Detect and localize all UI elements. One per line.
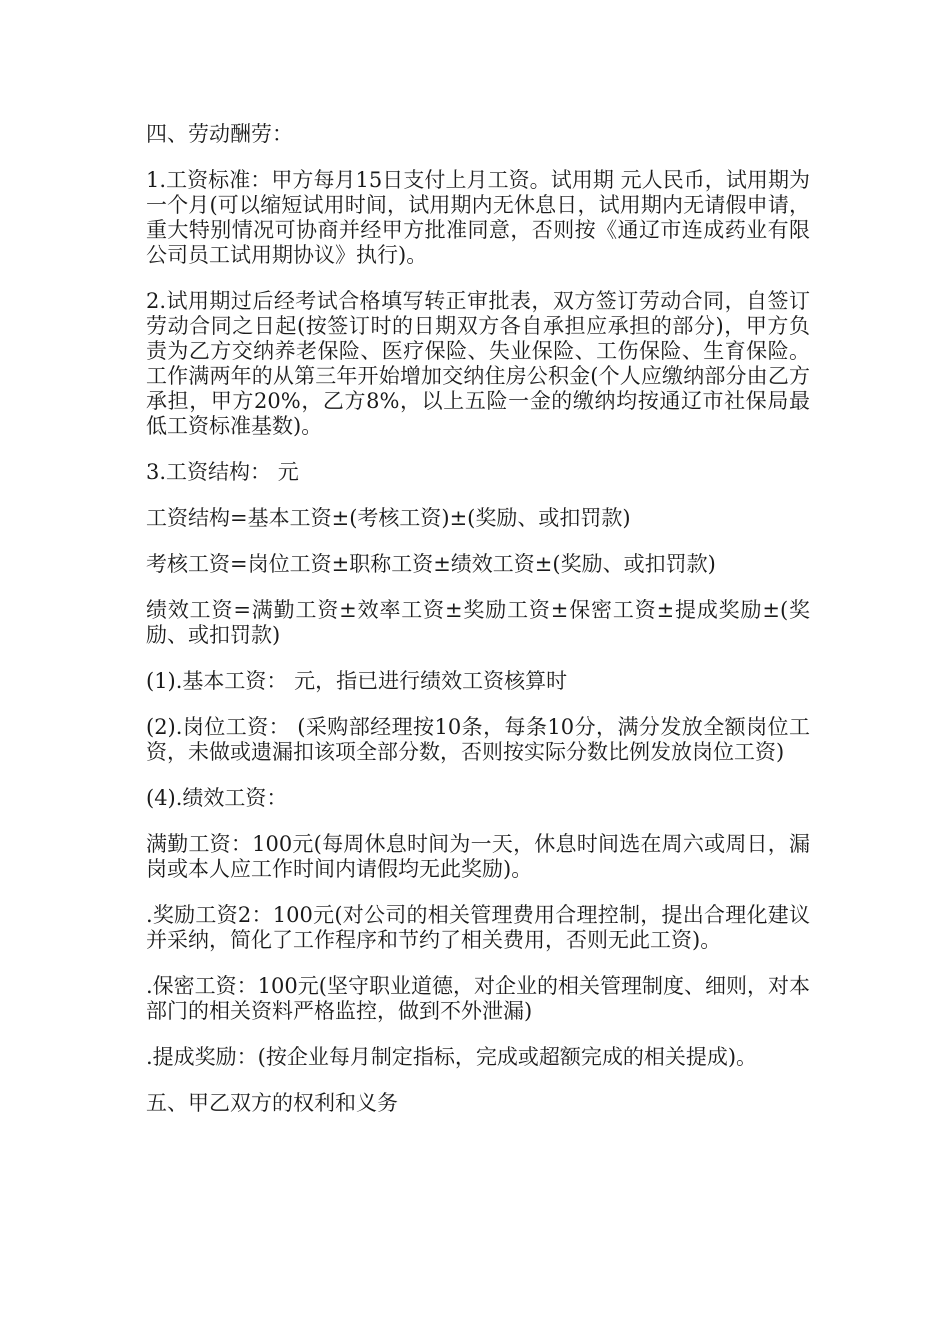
section-heading-remuneration: 四、劳动酬劳： xyxy=(146,122,293,146)
item-commission: .提成奖励：(按企业每月制定指标，完成或超额完成的相关提成)。 xyxy=(146,1045,758,1069)
paragraph-wage-standard: 1.工资标准：甲方每月15日支付上月工资。试用期 元人民币，试用期为一个月(可以缩短试用时间，试用期内无休息日，试用期内无请假申请，重大特别情况可协商并经甲方批准同意，否则按《通辽市连成药业有限公司员工试用期协议》执行)。 xyxy=(146,168,810,267)
item-position-wage: (2).岗位工资： (采购部经理按10条，每条10分，满分发放全额岗位工资，未做或遗漏扣该项全部分数，否则按实际分数比例发放岗位工资) xyxy=(146,715,810,764)
formula-performance-wage: 绩效工资=满勤工资±效率工资±奖励工资±保密工资±提成奖励±(奖励、或扣罚款) xyxy=(146,598,810,647)
item-full-attendance: 满勤工资：100元(每周休息时间为一天，休息时间选在周六或周日，漏岗或本人应工作时间内请假均无此奖励)。 xyxy=(146,832,810,881)
item-confidentiality-wage: .保密工资：100元(坚守职业道德，对企业的相关管理制度、细则，对本部门的相关资料严格监控，做到不外泄漏) xyxy=(146,974,810,1023)
paragraph-wage-structure: 3.工资结构： 元 xyxy=(146,460,299,484)
item-performance-wage: (4).绩效工资： xyxy=(146,786,288,810)
item-reward-wage: .奖励工资2：100元(对公司的相关管理费用合理控制，提出合理化建议并采纳，简化了工作程序和节约了相关费用，否则无此工资)。 xyxy=(146,903,810,952)
document-body xyxy=(146,122,810,1137)
section-heading-rights-obligations: 五、甲乙双方的权利和义务 xyxy=(146,1091,398,1115)
formula-assessment-wage: 考核工资=岗位工资±职称工资±绩效工资±(奖励、或扣罚款) xyxy=(146,552,716,576)
paragraph-post-probation: 2.试用期过后经考试合格填写转正审批表，双方签订劳动合同，自签订劳动合同之日起(按签订时的日期双方各自承担应承担的部分)，甲方负责为乙方交纳养老保险、医疗保险、失业保险、工伤保险、生育保险。工作满两年的从第三年开始增加交纳住房公积金(个人应缴纳部分由乙方承担，甲方20%，乙方8%，以上五险一金的缴纳均按通辽市社保局最低工资标准基数)。 xyxy=(146,289,810,438)
formula-wage-structure: 工资结构=基本工资±(考核工资)±(奖励、或扣罚款) xyxy=(146,506,631,530)
item-basic-wage: (1).基本工资： 元，指已进行绩效工资核算时 xyxy=(146,669,568,693)
